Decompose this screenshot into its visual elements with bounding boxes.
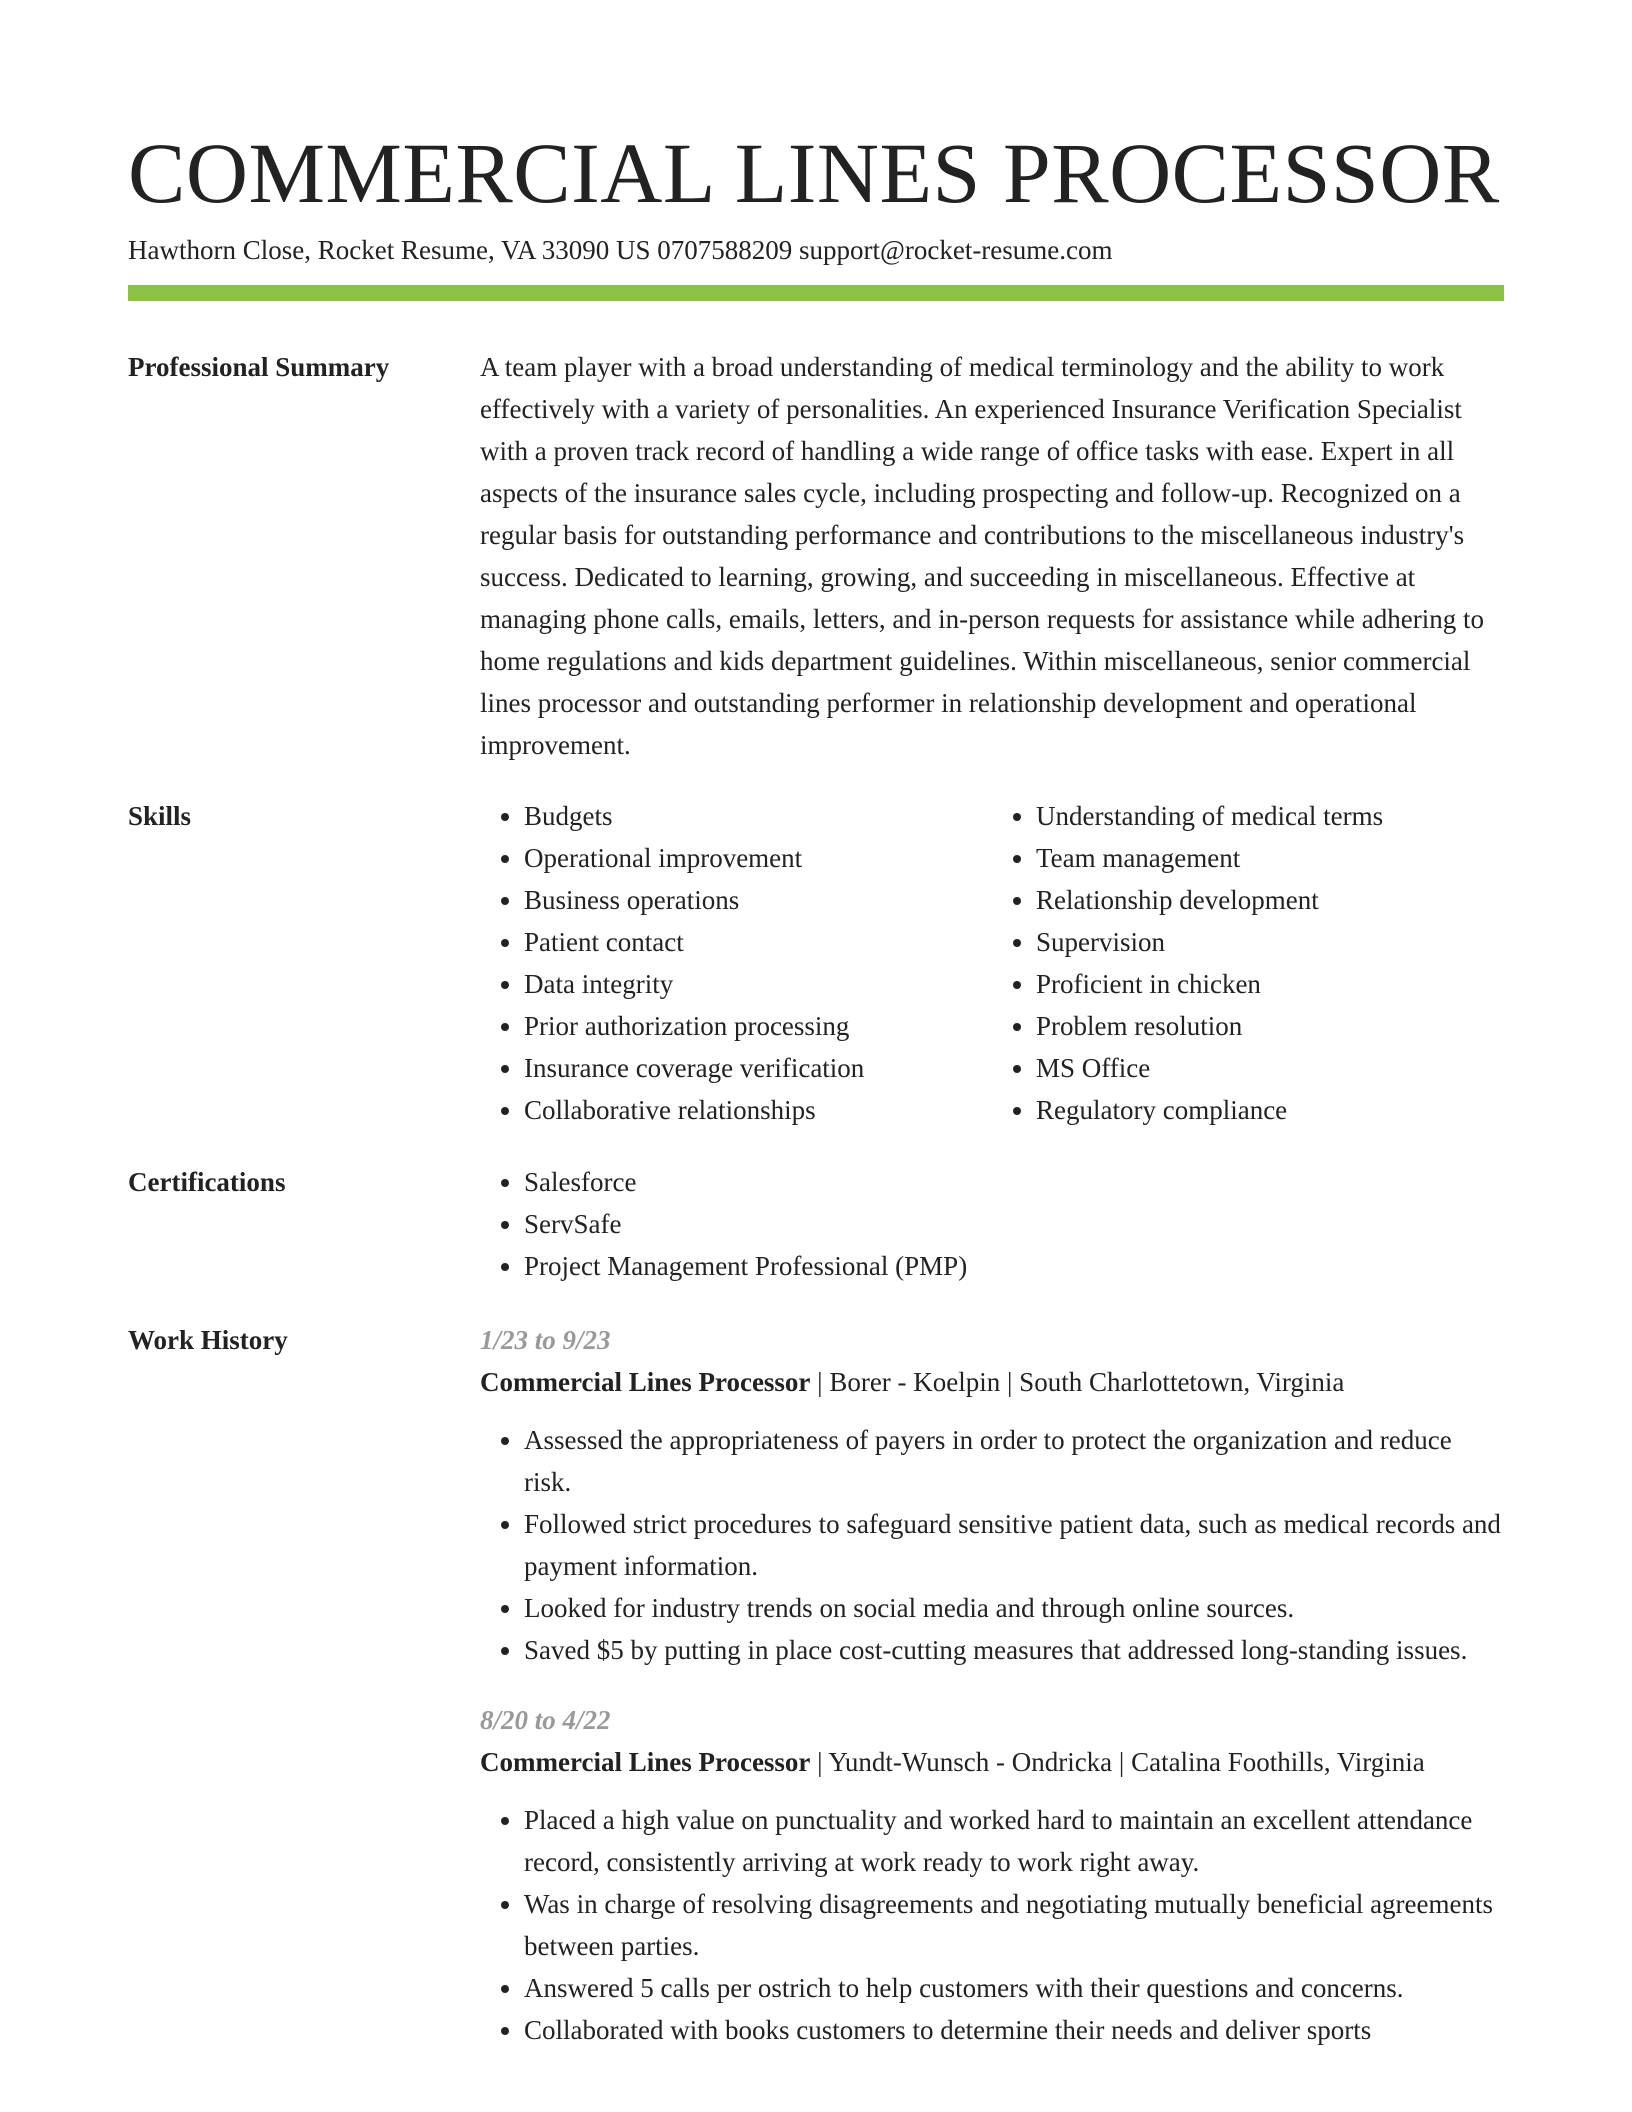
skill-item: • Patient contact <box>524 921 992 963</box>
job-entry <box>480 1319 1504 1671</box>
skill-item: • Insurance coverage verification <box>524 1047 992 1089</box>
job-title: Commercial Lines Processor <box>480 1747 811 1777</box>
certifications-list <box>480 1161 1504 1287</box>
skills-body <box>480 795 1504 1131</box>
skill-item: • Business operations <box>524 879 992 921</box>
skill-item: • Problem resolution <box>1036 1005 1504 1047</box>
skills-label: Skills <box>128 801 192 831</box>
skill-item: • Supervision <box>1036 921 1504 963</box>
skill-item: • MS Office <box>1036 1047 1504 1089</box>
contact-line: Hawthorn Close, Rocket Resume, VA 33090 US 0707588209 support@rocket-resume.com <box>128 235 1113 265</box>
skill-item: • Regulatory compliance <box>1036 1089 1504 1131</box>
job-title: Commercial Lines Processor <box>480 1367 811 1397</box>
certification-item: • ServSafe <box>524 1203 1504 1245</box>
summary-body <box>480 346 1504 766</box>
skill-item: • Collaborative relationships <box>524 1089 992 1131</box>
job-bullets <box>480 1419 1504 1671</box>
resume-title: COMMERCIAL LINES PROCESSOR <box>128 125 1500 221</box>
job-heading <box>480 1361 1504 1403</box>
job-bullet: • Assessed the appropriateness of payers in order to protect the organization and reduce risk. <box>524 1419 1504 1503</box>
job-details: | Yundt-Wunsch - Ondricka | Catalina Foothills, Virginia <box>810 1747 1425 1777</box>
job-entry <box>480 1699 1504 2051</box>
skill-item: • Operational improvement <box>524 837 992 879</box>
job-bullet: • Saved $5 by putting in place cost-cutting measures that addressed long-standing issues. <box>524 1629 1504 1671</box>
job-bullet: • Was in charge of resolving disagreements and negotiating mutually beneficial agreements between parties. <box>524 1883 1504 1967</box>
job-bullet: • Answered 5 calls per ostrich to help customers with their questions and concerns. <box>524 1967 1504 2009</box>
skill-item: • Budgets <box>524 795 992 837</box>
certification-item: • Project Management Professional (PMP) <box>524 1245 1504 1287</box>
job-bullet: • Followed strict procedures to safeguard sensitive patient data, such as medical records and payment information. <box>524 1503 1504 1587</box>
skills-list-left <box>480 795 992 1131</box>
job-details: | Borer - Koelpin | South Charlottetown, Virginia <box>810 1367 1345 1397</box>
work-history-body <box>480 1319 1504 2051</box>
skill-item: • Prior authorization processing <box>524 1005 992 1047</box>
job-bullet: • Looked for industry trends on social media and through online sources. <box>524 1587 1504 1629</box>
summary-text: A team player with a broad understanding of medical terminology and the ability to work effectively with a variety of personalities. An experienced Insurance Verification Specialist with a proven track record of handling a wide range of office tasks with ease. Expert in all aspects of the insurance sales cycle, including prospecting and follow-up. Recognized on a regular basis for outstanding performance and contributions to the miscellaneous industry's success. Dedicated to learning, growing, and succeeding in miscellaneous. Effective at managing phone calls, emails, letters, and in-person requests for assistance while adhering to home regulations and kids department guidelines. Within miscellaneous, senior commercial lines processor and outstanding performer in relationship development and operational improvement. <box>480 352 1484 760</box>
accent-divider <box>128 285 1504 301</box>
job-bullet: • Collaborated with books customers to determine their needs and deliver sports <box>524 2009 1504 2051</box>
certification-item: • Salesforce <box>524 1161 1504 1203</box>
certifications-label: Certifications <box>128 1167 286 1197</box>
skill-item: • Data integrity <box>524 963 992 1005</box>
job-bullet: • Placed a high value on punctuality and worked hard to maintain an excellent attendance record, consistently arriving at work ready to work right away. <box>524 1799 1504 1883</box>
work-history-label: Work History <box>128 1325 288 1355</box>
summary-label: Professional Summary <box>128 352 390 382</box>
skill-item: • Proficient in chicken <box>1036 963 1504 1005</box>
job-heading <box>480 1741 1504 1783</box>
job-dates: 8/20 to 4/22 <box>480 1705 611 1735</box>
certifications-body <box>480 1161 1504 1287</box>
skills-list-right <box>992 795 1504 1131</box>
skill-item: • Understanding of medical terms <box>1036 795 1504 837</box>
skill-item: • Team management <box>1036 837 1504 879</box>
job-bullets <box>480 1799 1504 2051</box>
job-dates: 1/23 to 9/23 <box>480 1325 611 1355</box>
skill-item: • Relationship development <box>1036 879 1504 921</box>
